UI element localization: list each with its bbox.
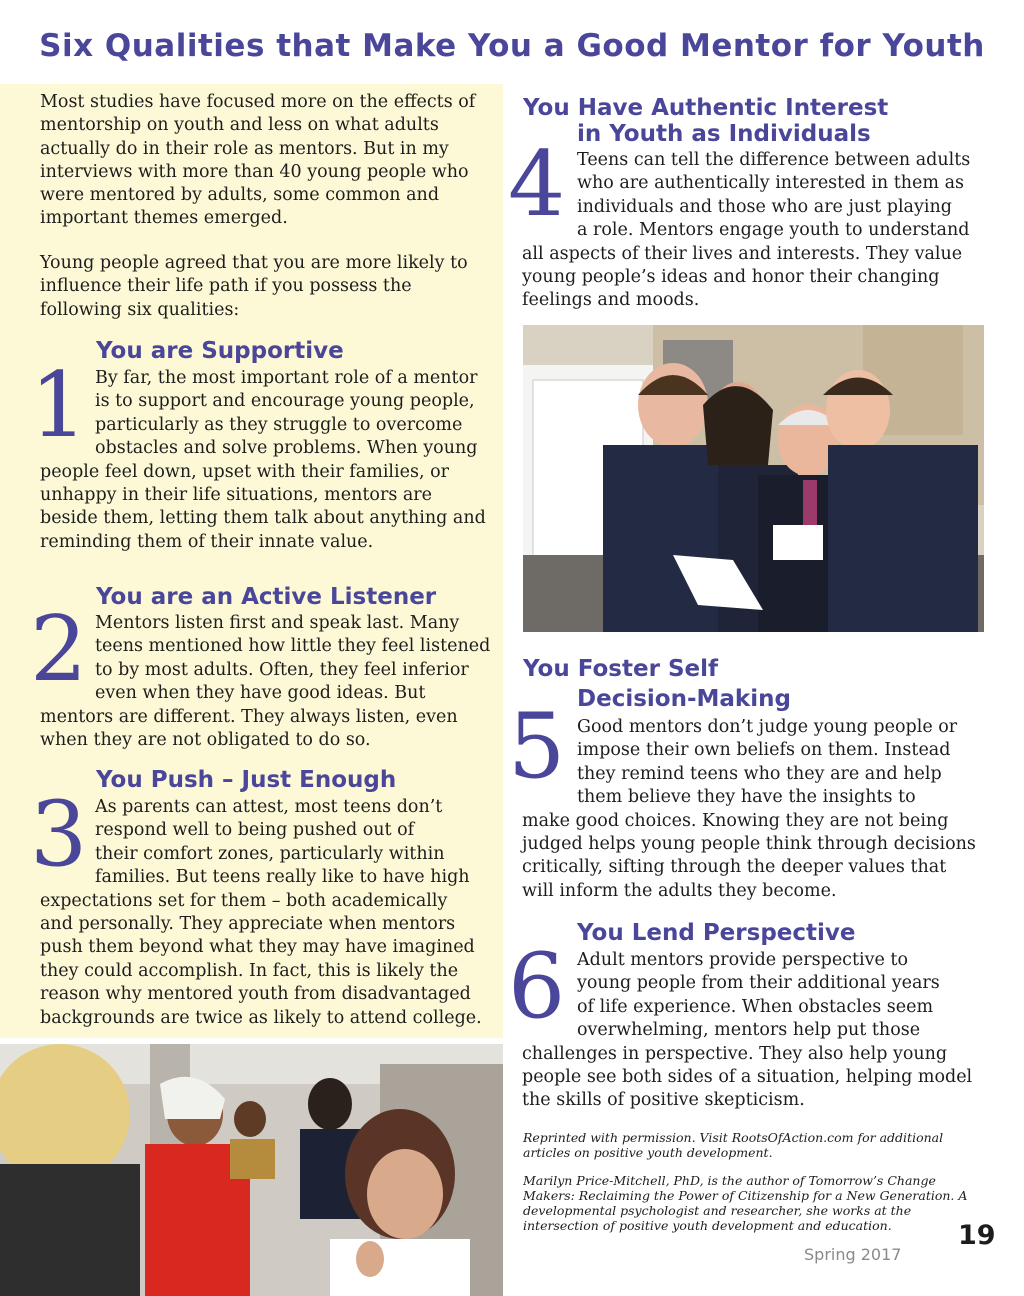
page-title: Six Qualities that Make You a Good Mentor for Youth — [39, 28, 985, 64]
quality-5-heading-line-2: Decision-Making — [577, 686, 791, 712]
quality-5-number: 5 — [508, 694, 566, 799]
reprint-credit: Reprinted with permission. Visit RootsOfAction.com for additional articles on positive youth development. — [523, 1130, 944, 1160]
quality-2-heading: You are an Active Listener — [96, 584, 437, 610]
quality-2-number: 2 — [30, 597, 88, 702]
quality-6-text: Adult mentors provide perspective to young people from their additional years of life experience. When obstacles seem overwhelming, mentors help put those challenges in perspective. They also help young people see both sides of a situation, helping model the skills of positive skepticism. — [522, 950, 973, 1111]
quality-3-text: As parents can attest, most teens don’t respond well to being pushed out of their comfort zones, particularly within families. But teens really like to have high expectations set for them – both academically and personally. They appreciate when mentors push them beyond what they may have imagined they could accomplish. In fact, this is likely the reason why mentored youth from disadvantaged backgrounds are twice as likely to attend college. — [40, 797, 482, 1028]
quality-6-heading: You Lend Perspective — [577, 920, 856, 946]
quality-1-number: 1 — [30, 353, 88, 458]
quality-3-heading: You Push – Just Enough — [96, 767, 397, 793]
quality-1-heading: You are Supportive — [96, 338, 344, 364]
quality-5-text: Good mentors don’t judge young people or impose their own beliefs on them. Instead they remind teens who they are and help them believe they have the insights to make good choices. Knowing they are not being judged helps young people think through decisions critically, sifting through the deeper values that will inform the adults they become. — [522, 717, 976, 901]
quality-5-heading-line-1: You Foster Self — [523, 656, 718, 682]
workshop-photo — [0, 1044, 503, 1296]
quality-4-heading-line-2: in Youth as Individuals — [577, 121, 871, 147]
quality-4-number: 4 — [508, 132, 566, 237]
quality-4-text: Teens can tell the difference between adults who are authentically interested in them as individuals and those who are just playing a role. Mentors engage youth to understand all aspects of their lives and interests. They value young people’s ideas and honor their changing feelings and moods. — [522, 150, 971, 311]
quality-6-number: 6 — [508, 934, 566, 1039]
mentors-photo — [523, 325, 984, 632]
quality-3-number: 3 — [30, 782, 88, 887]
quality-2-text: Mentors listen first and speak last. Many teens mentioned how little they feel listened to by most adults. Often, they feel inferior even when they have good ideas. But mentors are different. They always listen, even when they are not obligated to do so. — [40, 613, 491, 751]
page-number: 19 — [958, 1220, 996, 1251]
quality-1-text: By far, the most important role of a mentor is to support and encourage young people, particularly as they struggle to overcome obstacles and solve problems. When young people feel down, upset with their families, or unhappy in their life situations, mentors are beside them, letting them talk about anything and reminding them of their innate value. — [40, 368, 486, 552]
quality-4-heading-line-1: You Have Authentic Interest — [523, 95, 889, 121]
intro-paragraph-1: Most studies have focused more on the effects of mentorship on youth and less on what adults actually do in their role as mentors. But in my interviews with more than 40 young people who were mentored by adults, some common and important themes emerged. — [40, 92, 476, 229]
author-bio: Marilyn Price-Mitchell, PhD, is the author of Tomorrow’s Change Makers: Reclaiming the Power of Citizenship for a New Generation. A developmental psychologist and researcher, she works at the intersection of positive youth development and education. — [523, 1173, 968, 1233]
issue-season: Spring 2017 — [804, 1245, 902, 1264]
intro-paragraph-2: Young people agreed that you are more likely to influence their life path if you possess the following six qualities: — [40, 253, 468, 320]
